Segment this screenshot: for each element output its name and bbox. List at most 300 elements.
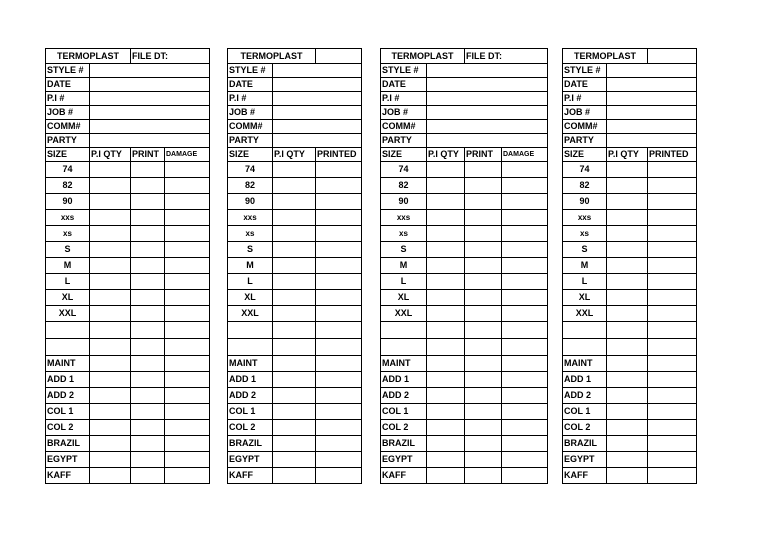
blank-cell[interactable]	[465, 339, 502, 356]
qty-cell[interactable]	[273, 290, 316, 306]
printed-cell[interactable]	[648, 436, 697, 452]
printed-cell[interactable]	[648, 404, 697, 420]
extra-label: KAFF	[228, 468, 273, 484]
size-label: xs	[46, 226, 90, 242]
qty-cell[interactable]	[273, 388, 316, 404]
print-cell[interactable]	[131, 468, 165, 484]
column-header: DAMAGE	[165, 148, 210, 162]
qty-cell[interactable]	[427, 274, 465, 290]
qty-cell[interactable]	[427, 372, 465, 388]
extra-label: COL 2	[228, 420, 273, 436]
printed-cell[interactable]	[316, 178, 362, 194]
print-cell[interactable]	[465, 404, 502, 420]
qty-cell[interactable]	[607, 452, 648, 468]
field-label: DATE	[381, 78, 427, 92]
extra-label: ADD 1	[381, 372, 427, 388]
damage-cell[interactable]	[502, 290, 548, 306]
damage-cell[interactable]	[165, 372, 210, 388]
size-label: M	[563, 258, 607, 274]
qty-cell[interactable]	[90, 452, 131, 468]
qty-cell[interactable]	[427, 162, 465, 178]
damage-cell[interactable]	[165, 388, 210, 404]
printed-cell[interactable]	[648, 356, 697, 372]
print-cell[interactable]	[465, 178, 502, 194]
qty-cell[interactable]	[427, 404, 465, 420]
printed-cell[interactable]	[316, 210, 362, 226]
extra-label: KAFF	[46, 468, 90, 484]
field-value-cell[interactable]	[273, 78, 362, 92]
qty-cell[interactable]	[607, 388, 648, 404]
blank-cell[interactable]	[427, 322, 465, 339]
extra-label: EGYPT	[228, 452, 273, 468]
damage-cell[interactable]	[165, 306, 210, 322]
qty-cell[interactable]	[607, 290, 648, 306]
qty-cell[interactable]	[607, 306, 648, 322]
qty-cell[interactable]	[427, 420, 465, 436]
print-cell[interactable]	[465, 468, 502, 484]
blank-cell[interactable]	[563, 322, 607, 339]
qty-cell[interactable]	[90, 436, 131, 452]
extra-label: ADD 1	[46, 372, 90, 388]
extra-label: BRAZIL	[228, 436, 273, 452]
qty-cell[interactable]	[427, 436, 465, 452]
qty-cell[interactable]	[607, 274, 648, 290]
printed-cell[interactable]	[648, 242, 697, 258]
field-label: PARTY	[228, 134, 273, 148]
extra-label: MAINT	[563, 356, 607, 372]
qty-cell[interactable]	[273, 420, 316, 436]
print-cell[interactable]	[131, 226, 165, 242]
qty-cell[interactable]	[607, 258, 648, 274]
blank-cell[interactable]	[381, 339, 427, 356]
qty-cell[interactable]	[607, 372, 648, 388]
extra-label: ADD 1	[228, 372, 273, 388]
damage-cell[interactable]	[165, 178, 210, 194]
damage-cell[interactable]	[502, 420, 548, 436]
qty-cell[interactable]	[273, 274, 316, 290]
field-value-cell[interactable]	[607, 106, 697, 120]
printed-cell[interactable]	[648, 372, 697, 388]
damage-cell[interactable]	[502, 356, 548, 372]
qty-cell[interactable]	[427, 194, 465, 210]
qty-cell[interactable]	[90, 178, 131, 194]
qty-cell[interactable]	[90, 210, 131, 226]
blank-cell[interactable]	[273, 339, 316, 356]
field-value-cell[interactable]	[427, 134, 548, 148]
damage-cell[interactable]	[165, 226, 210, 242]
print-cell[interactable]	[131, 356, 165, 372]
blank-cell[interactable]	[228, 339, 273, 356]
field-value-cell[interactable]	[607, 78, 697, 92]
damage-cell[interactable]	[165, 194, 210, 210]
printed-cell[interactable]	[648, 468, 697, 484]
field-value-cell[interactable]	[607, 92, 697, 106]
printed-cell[interactable]	[316, 194, 362, 210]
print-cell[interactable]	[465, 162, 502, 178]
print-cell[interactable]	[131, 452, 165, 468]
field-value-cell[interactable]	[607, 64, 697, 78]
size-label: 74	[381, 162, 427, 178]
column-header: DAMAGE	[502, 148, 548, 162]
extra-label: COL 1	[563, 404, 607, 420]
print-cell[interactable]	[131, 162, 165, 178]
qty-cell[interactable]	[427, 452, 465, 468]
size-label: 90	[228, 194, 273, 210]
field-label: PARTY	[46, 134, 90, 148]
field-value-cell[interactable]	[427, 78, 548, 92]
size-label: 90	[46, 194, 90, 210]
size-label: S	[46, 242, 90, 258]
blank-cell[interactable]	[131, 322, 165, 339]
form-sheet-3	[380, 48, 548, 484]
print-cell[interactable]	[131, 210, 165, 226]
blank-cell[interactable]	[165, 322, 210, 339]
qty-cell[interactable]	[273, 452, 316, 468]
extra-label: MAINT	[46, 356, 90, 372]
field-value-cell[interactable]	[427, 120, 548, 134]
qty-cell[interactable]	[90, 404, 131, 420]
qty-cell[interactable]	[273, 468, 316, 484]
extra-label: COL 1	[228, 404, 273, 420]
qty-cell[interactable]	[273, 258, 316, 274]
field-value-cell[interactable]	[90, 134, 210, 148]
printed-cell[interactable]	[648, 162, 697, 178]
title-blank-cell[interactable]	[648, 49, 697, 64]
file-date-label: FILE DT:	[465, 49, 548, 64]
print-cell[interactable]	[465, 436, 502, 452]
print-cell[interactable]	[465, 372, 502, 388]
qty-cell[interactable]	[427, 210, 465, 226]
qty-cell[interactable]	[427, 290, 465, 306]
blank-cell[interactable]	[465, 322, 502, 339]
damage-cell[interactable]	[165, 404, 210, 420]
field-value-cell[interactable]	[607, 134, 697, 148]
qty-cell[interactable]	[90, 290, 131, 306]
extra-label: BRAZIL	[381, 436, 427, 452]
blank-cell[interactable]	[427, 339, 465, 356]
field-label: PARTY	[563, 134, 607, 148]
print-cell[interactable]	[465, 242, 502, 258]
print-cell[interactable]	[131, 436, 165, 452]
column-header: PRINT	[131, 148, 165, 162]
printed-cell[interactable]	[648, 306, 697, 322]
printed-cell[interactable]	[648, 274, 697, 290]
blank-cell[interactable]	[381, 322, 427, 339]
form-table	[380, 48, 548, 484]
printed-cell[interactable]	[316, 274, 362, 290]
extra-label: BRAZIL	[563, 436, 607, 452]
blank-cell[interactable]	[131, 339, 165, 356]
size-label: XXL	[381, 306, 427, 322]
damage-cell[interactable]	[502, 194, 548, 210]
field-label: JOB #	[563, 106, 607, 120]
damage-cell[interactable]	[165, 274, 210, 290]
qty-cell[interactable]	[90, 468, 131, 484]
printed-cell[interactable]	[316, 468, 362, 484]
qty-cell[interactable]	[273, 194, 316, 210]
extra-label: COL 1	[46, 404, 90, 420]
field-value-cell[interactable]	[273, 92, 362, 106]
qty-cell[interactable]	[427, 356, 465, 372]
column-header: P.I QTY	[427, 148, 465, 162]
blank-cell[interactable]	[648, 339, 697, 356]
form-table	[562, 48, 697, 484]
printed-cell[interactable]	[316, 290, 362, 306]
print-cell[interactable]	[131, 372, 165, 388]
print-cell[interactable]	[465, 258, 502, 274]
qty-cell[interactable]	[90, 372, 131, 388]
damage-cell[interactable]	[502, 404, 548, 420]
blank-cell[interactable]	[607, 322, 648, 339]
qty-cell[interactable]	[273, 306, 316, 322]
qty-cell[interactable]	[427, 226, 465, 242]
damage-cell[interactable]	[165, 210, 210, 226]
qty-cell[interactable]	[607, 194, 648, 210]
size-label: L	[228, 274, 273, 290]
damage-cell[interactable]	[165, 290, 210, 306]
printed-cell[interactable]	[648, 258, 697, 274]
print-cell[interactable]	[465, 420, 502, 436]
qty-cell[interactable]	[273, 210, 316, 226]
qty-cell[interactable]	[273, 242, 316, 258]
damage-cell[interactable]	[502, 388, 548, 404]
damage-cell[interactable]	[502, 306, 548, 322]
qty-cell[interactable]	[427, 306, 465, 322]
qty-cell[interactable]	[607, 226, 648, 242]
field-label: P.I #	[46, 92, 90, 106]
print-cell[interactable]	[131, 306, 165, 322]
damage-cell[interactable]	[502, 372, 548, 388]
damage-cell[interactable]	[502, 210, 548, 226]
qty-cell[interactable]	[273, 404, 316, 420]
extra-label: EGYPT	[46, 452, 90, 468]
printed-cell[interactable]	[648, 420, 697, 436]
qty-cell[interactable]	[427, 258, 465, 274]
field-label: STYLE #	[563, 64, 607, 78]
printed-cell[interactable]	[648, 210, 697, 226]
qty-cell[interactable]	[90, 356, 131, 372]
printed-cell[interactable]	[316, 372, 362, 388]
print-cell[interactable]	[465, 290, 502, 306]
size-label: S	[563, 242, 607, 258]
qty-cell[interactable]	[90, 388, 131, 404]
extra-label: ADD 2	[381, 388, 427, 404]
damage-cell[interactable]	[165, 420, 210, 436]
print-cell[interactable]	[465, 306, 502, 322]
qty-cell[interactable]	[607, 162, 648, 178]
extra-label: MAINT	[381, 356, 427, 372]
print-cell[interactable]	[131, 420, 165, 436]
blank-cell[interactable]	[165, 339, 210, 356]
field-value-cell[interactable]	[273, 64, 362, 78]
print-cell[interactable]	[131, 388, 165, 404]
print-cell[interactable]	[131, 194, 165, 210]
damage-cell[interactable]	[165, 468, 210, 484]
field-value-cell[interactable]	[90, 92, 210, 106]
printed-cell[interactable]	[316, 388, 362, 404]
extra-label: EGYPT	[381, 452, 427, 468]
column-header: SIZE	[228, 148, 273, 162]
print-cell[interactable]	[465, 452, 502, 468]
qty-cell[interactable]	[427, 468, 465, 484]
title-blank-cell[interactable]	[316, 49, 362, 64]
blank-cell[interactable]	[46, 339, 90, 356]
size-label: L	[381, 274, 427, 290]
size-label: XL	[228, 290, 273, 306]
size-label: xxs	[46, 210, 90, 226]
blank-cell[interactable]	[46, 322, 90, 339]
blank-cell[interactable]	[648, 322, 697, 339]
qty-cell[interactable]	[90, 242, 131, 258]
damage-cell[interactable]	[165, 452, 210, 468]
printed-cell[interactable]	[316, 306, 362, 322]
damage-cell[interactable]	[165, 258, 210, 274]
form-sheet-2	[227, 48, 362, 484]
blank-cell[interactable]	[316, 339, 362, 356]
size-label: XXL	[563, 306, 607, 322]
damage-cell[interactable]	[165, 242, 210, 258]
damage-cell[interactable]	[502, 242, 548, 258]
form-sheet-4	[562, 48, 697, 484]
qty-cell[interactable]	[607, 420, 648, 436]
printed-cell[interactable]	[648, 388, 697, 404]
printed-cell[interactable]	[316, 258, 362, 274]
qty-cell[interactable]	[90, 162, 131, 178]
blank-cell[interactable]	[563, 339, 607, 356]
size-label: 74	[46, 162, 90, 178]
qty-cell[interactable]	[607, 436, 648, 452]
qty-cell[interactable]	[607, 242, 648, 258]
size-label: 82	[381, 178, 427, 194]
qty-cell[interactable]	[427, 388, 465, 404]
qty-cell[interactable]	[90, 226, 131, 242]
printed-cell[interactable]	[648, 178, 697, 194]
print-cell[interactable]	[465, 226, 502, 242]
extra-label: EGYPT	[563, 452, 607, 468]
print-cell[interactable]	[131, 404, 165, 420]
printed-cell[interactable]	[648, 194, 697, 210]
print-cell[interactable]	[131, 290, 165, 306]
field-value-cell[interactable]	[90, 120, 210, 134]
print-cell[interactable]	[465, 194, 502, 210]
damage-cell[interactable]	[502, 452, 548, 468]
qty-cell[interactable]	[90, 258, 131, 274]
printed-cell[interactable]	[648, 452, 697, 468]
qty-cell[interactable]	[607, 404, 648, 420]
blank-cell[interactable]	[90, 322, 131, 339]
damage-cell[interactable]	[502, 178, 548, 194]
printed-cell[interactable]	[316, 452, 362, 468]
field-label: PARTY	[381, 134, 427, 148]
printed-cell[interactable]	[316, 162, 362, 178]
qty-cell[interactable]	[607, 178, 648, 194]
qty-cell[interactable]	[607, 210, 648, 226]
print-cell[interactable]	[465, 388, 502, 404]
blank-cell[interactable]	[228, 322, 273, 339]
damage-cell[interactable]	[165, 356, 210, 372]
damage-cell[interactable]	[502, 436, 548, 452]
qty-cell[interactable]	[273, 372, 316, 388]
printed-cell[interactable]	[316, 226, 362, 242]
damage-cell[interactable]	[165, 436, 210, 452]
field-value-cell[interactable]	[273, 120, 362, 134]
qty-cell[interactable]	[90, 306, 131, 322]
qty-cell[interactable]	[427, 242, 465, 258]
form-table	[45, 48, 210, 484]
print-cell[interactable]	[131, 258, 165, 274]
size-label: xxs	[563, 210, 607, 226]
field-value-cell[interactable]	[90, 106, 210, 120]
blank-cell[interactable]	[607, 339, 648, 356]
column-header: P.I QTY	[90, 148, 131, 162]
field-value-cell[interactable]	[427, 64, 548, 78]
field-label: JOB #	[46, 106, 90, 120]
qty-cell[interactable]	[607, 468, 648, 484]
field-value-cell[interactable]	[427, 92, 548, 106]
field-value-cell[interactable]	[273, 106, 362, 120]
size-label: XXL	[46, 306, 90, 322]
size-label: S	[228, 242, 273, 258]
qty-cell[interactable]	[90, 420, 131, 436]
blank-cell[interactable]	[502, 339, 548, 356]
printed-cell[interactable]	[316, 404, 362, 420]
qty-cell[interactable]	[607, 356, 648, 372]
printed-cell[interactable]	[648, 290, 697, 306]
qty-cell[interactable]	[273, 226, 316, 242]
extra-label: MAINT	[228, 356, 273, 372]
extra-label: BRAZIL	[46, 436, 90, 452]
print-cell[interactable]	[465, 210, 502, 226]
damage-cell[interactable]	[502, 258, 548, 274]
size-label: XXL	[228, 306, 273, 322]
print-cell[interactable]	[131, 242, 165, 258]
printed-cell[interactable]	[316, 420, 362, 436]
print-cell[interactable]	[131, 274, 165, 290]
blank-cell[interactable]	[273, 322, 316, 339]
qty-cell[interactable]	[90, 194, 131, 210]
damage-cell[interactable]	[502, 274, 548, 290]
damage-cell[interactable]	[502, 226, 548, 242]
printed-cell[interactable]	[316, 356, 362, 372]
column-header: PRINT	[465, 148, 502, 162]
field-value-cell[interactable]	[607, 120, 697, 134]
damage-cell[interactable]	[502, 162, 548, 178]
blank-cell[interactable]	[90, 339, 131, 356]
qty-cell[interactable]	[90, 274, 131, 290]
printed-cell[interactable]	[316, 436, 362, 452]
blank-cell[interactable]	[316, 322, 362, 339]
print-cell[interactable]	[465, 356, 502, 372]
print-cell[interactable]	[131, 178, 165, 194]
qty-cell[interactable]	[427, 178, 465, 194]
damage-cell[interactable]	[502, 468, 548, 484]
field-value-cell[interactable]	[90, 64, 210, 78]
qty-cell[interactable]	[273, 356, 316, 372]
size-label: 82	[228, 178, 273, 194]
field-value-cell[interactable]	[273, 134, 362, 148]
blank-cell[interactable]	[502, 322, 548, 339]
printed-cell[interactable]	[316, 242, 362, 258]
qty-cell[interactable]	[273, 436, 316, 452]
qty-cell[interactable]	[273, 162, 316, 178]
damage-cell[interactable]	[165, 162, 210, 178]
qty-cell[interactable]	[273, 178, 316, 194]
field-value-cell[interactable]	[427, 106, 548, 120]
field-value-cell[interactable]	[90, 78, 210, 92]
printed-cell[interactable]	[648, 226, 697, 242]
field-label: COMM#	[381, 120, 427, 134]
print-cell[interactable]	[465, 274, 502, 290]
